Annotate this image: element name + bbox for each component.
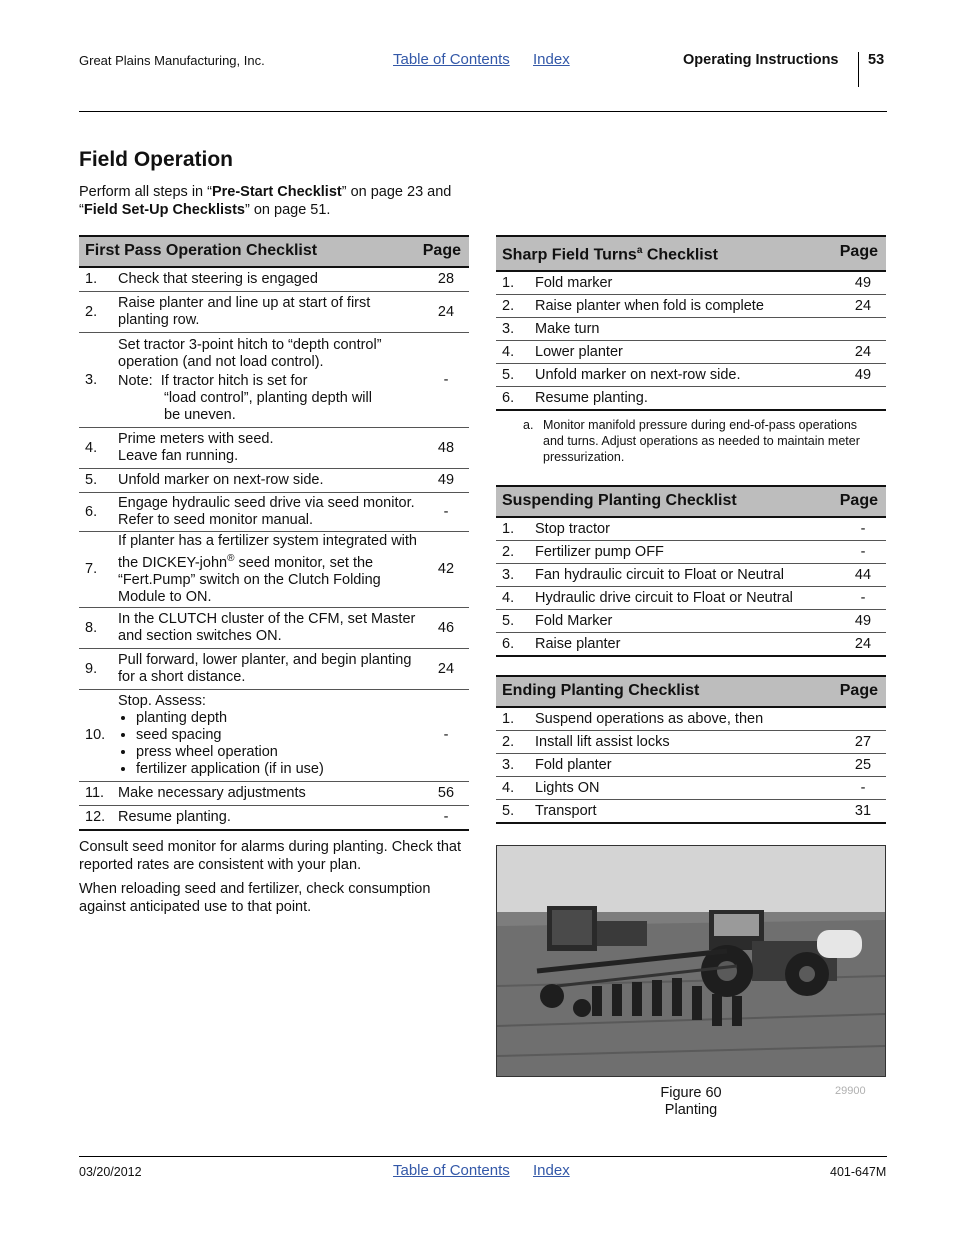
header-index-link[interactable]: Index <box>533 51 570 68</box>
page-column-header: Page <box>839 492 878 509</box>
table-row: 5. Transport 31 <box>496 800 886 824</box>
table-row: 2. Fertilizer pump OFF - <box>496 541 886 564</box>
ending-checklist <box>496 675 886 824</box>
company-name: Great Plains Manufacturing, Inc. <box>79 53 265 68</box>
suspending-checklist <box>496 485 886 657</box>
table-row: 3. Set tractor 3-point hitch to “depth control” operation (and not load control). Note: If tractor hitch is set for “load control”, planting depth will be uneven. - <box>79 333 469 428</box>
table-row: 5. Unfold marker on next-row side. 49 <box>79 469 469 493</box>
table-row: 9. Pull forward, lower planter, and begin planting for a short distance. 24 <box>79 649 469 690</box>
footer-date: 03/20/2012 <box>79 1165 142 1179</box>
table-row: 3. Fold planter 25 <box>496 754 886 777</box>
table-header <box>496 485 886 518</box>
table-header <box>496 675 886 708</box>
table-title: Ending Planting Checklist <box>502 682 700 699</box>
table-row: 3. Make turn <box>496 318 886 341</box>
assessment-list: • planting depth • seed spacing • press wheel operation • fertilizer application (if in use) <box>118 710 423 778</box>
table-row: 6. Engage hydraulic seed drive via seed monitor. Refer to seed monitor manual. - <box>79 493 469 532</box>
table-header <box>496 235 886 272</box>
page-column-header: Page <box>422 242 461 259</box>
page-title: Field Operation <box>79 148 234 171</box>
intro-paragraph: Perform all steps in “Pre-Start Checklist” on page 23 and “Field Set-Up Checklists” on page 51. <box>79 184 452 218</box>
sharp-turns-footnote: a. Monitor manifold pressure during end-of-pass operations and turns. Adjust operations as needed to maintain meter pressurization. <box>523 418 860 464</box>
table-row: 2. Raise planter when fold is complete 24 <box>496 295 886 318</box>
planting-photo <box>496 845 886 1077</box>
table-row: 4. Prime meters with seed. Leave fan running. 48 <box>79 428 469 469</box>
sharp-turns-checklist <box>496 235 886 411</box>
table-row: 4. Lights ON - <box>496 777 886 800</box>
table-title: Sharp Field Turns$^a$ Checklist <box>502 245 718 264</box>
footer-toc-link[interactable]: Table of Contents <box>393 1162 510 1179</box>
table-row: 10. Stop. Assess: • planting depth • seed spacing • press wheel operation • fertilizer application (if in use) - <box>79 690 469 782</box>
table-row: 6. Raise planter 24 <box>496 633 886 657</box>
table-row: 1. Stop tractor - <box>496 518 886 541</box>
header-rule <box>79 111 887 112</box>
table-row: 3. Fan hydraulic circuit to Float or Neutral 44 <box>496 564 886 587</box>
reload-paragraph: When reloading seed and fertilizer, check consumption against anticipated use to that point. <box>79 881 431 915</box>
table-row: 1. Suspend operations as above, then <box>496 708 886 731</box>
note: Note: If tractor hitch is set for “load control”, planting depth will be uneven. <box>118 372 372 423</box>
monitor-paragraph: Consult seed monitor for alarms during planting. Check that reported rates are consistent with your plan. <box>79 839 462 873</box>
table-row: 8. In the CLUTCH cluster of the CFM, set Master and section switches ON. 46 <box>79 608 469 649</box>
table-row: 6. Resume planting. <box>496 387 886 411</box>
first-pass-checklist <box>79 235 469 831</box>
document-code: 401-647M <box>830 1165 887 1179</box>
footer-rule <box>79 1156 887 1157</box>
figure-caption: Figure 60 Planting <box>660 1085 722 1118</box>
tractor-planter-illustration <box>497 846 885 1076</box>
table-row: 4. Lower planter 24 <box>496 341 886 364</box>
table-row: 5. Fold Marker 49 <box>496 610 886 633</box>
table-row: 2. Raise planter and line up at start of first planting row. 24 <box>79 292 469 333</box>
header-divider <box>858 52 859 87</box>
table-title: Suspending Planting Checklist <box>502 492 737 509</box>
table-row: 11. Make necessary adjustments 56 <box>79 782 469 806</box>
table-row: 2. Install lift assist locks 27 <box>496 731 886 754</box>
table-header <box>79 235 469 268</box>
section-title: Operating Instructions <box>683 52 839 68</box>
table-row: 1. Check that steering is engaged 28 <box>79 268 469 292</box>
page-column-header: Page <box>839 682 878 699</box>
header-toc-link[interactable]: Table of Contents <box>393 51 510 68</box>
page-column-header: Page <box>839 243 878 260</box>
table-row: 5. Unfold marker on next-row side. 49 <box>496 364 886 387</box>
figure-number: 29900 <box>835 1085 866 1097</box>
table-row: 1. Fold marker 49 <box>496 272 886 295</box>
table-row: 7. If planter has a fertilizer system integrated with the DICKEY-john® seed monitor, set the “Fert.Pump” switch on the Clutch Folding Module to ON. 42 <box>79 532 469 608</box>
page-number: 53 <box>868 52 885 68</box>
table-row: 4. Hydraulic drive circuit to Float or Neutral - <box>496 587 886 610</box>
table-title: First Pass Operation Checklist <box>85 242 318 259</box>
footer-index-link[interactable]: Index <box>533 1162 570 1179</box>
table-row: 12. Resume planting. - <box>79 806 469 831</box>
